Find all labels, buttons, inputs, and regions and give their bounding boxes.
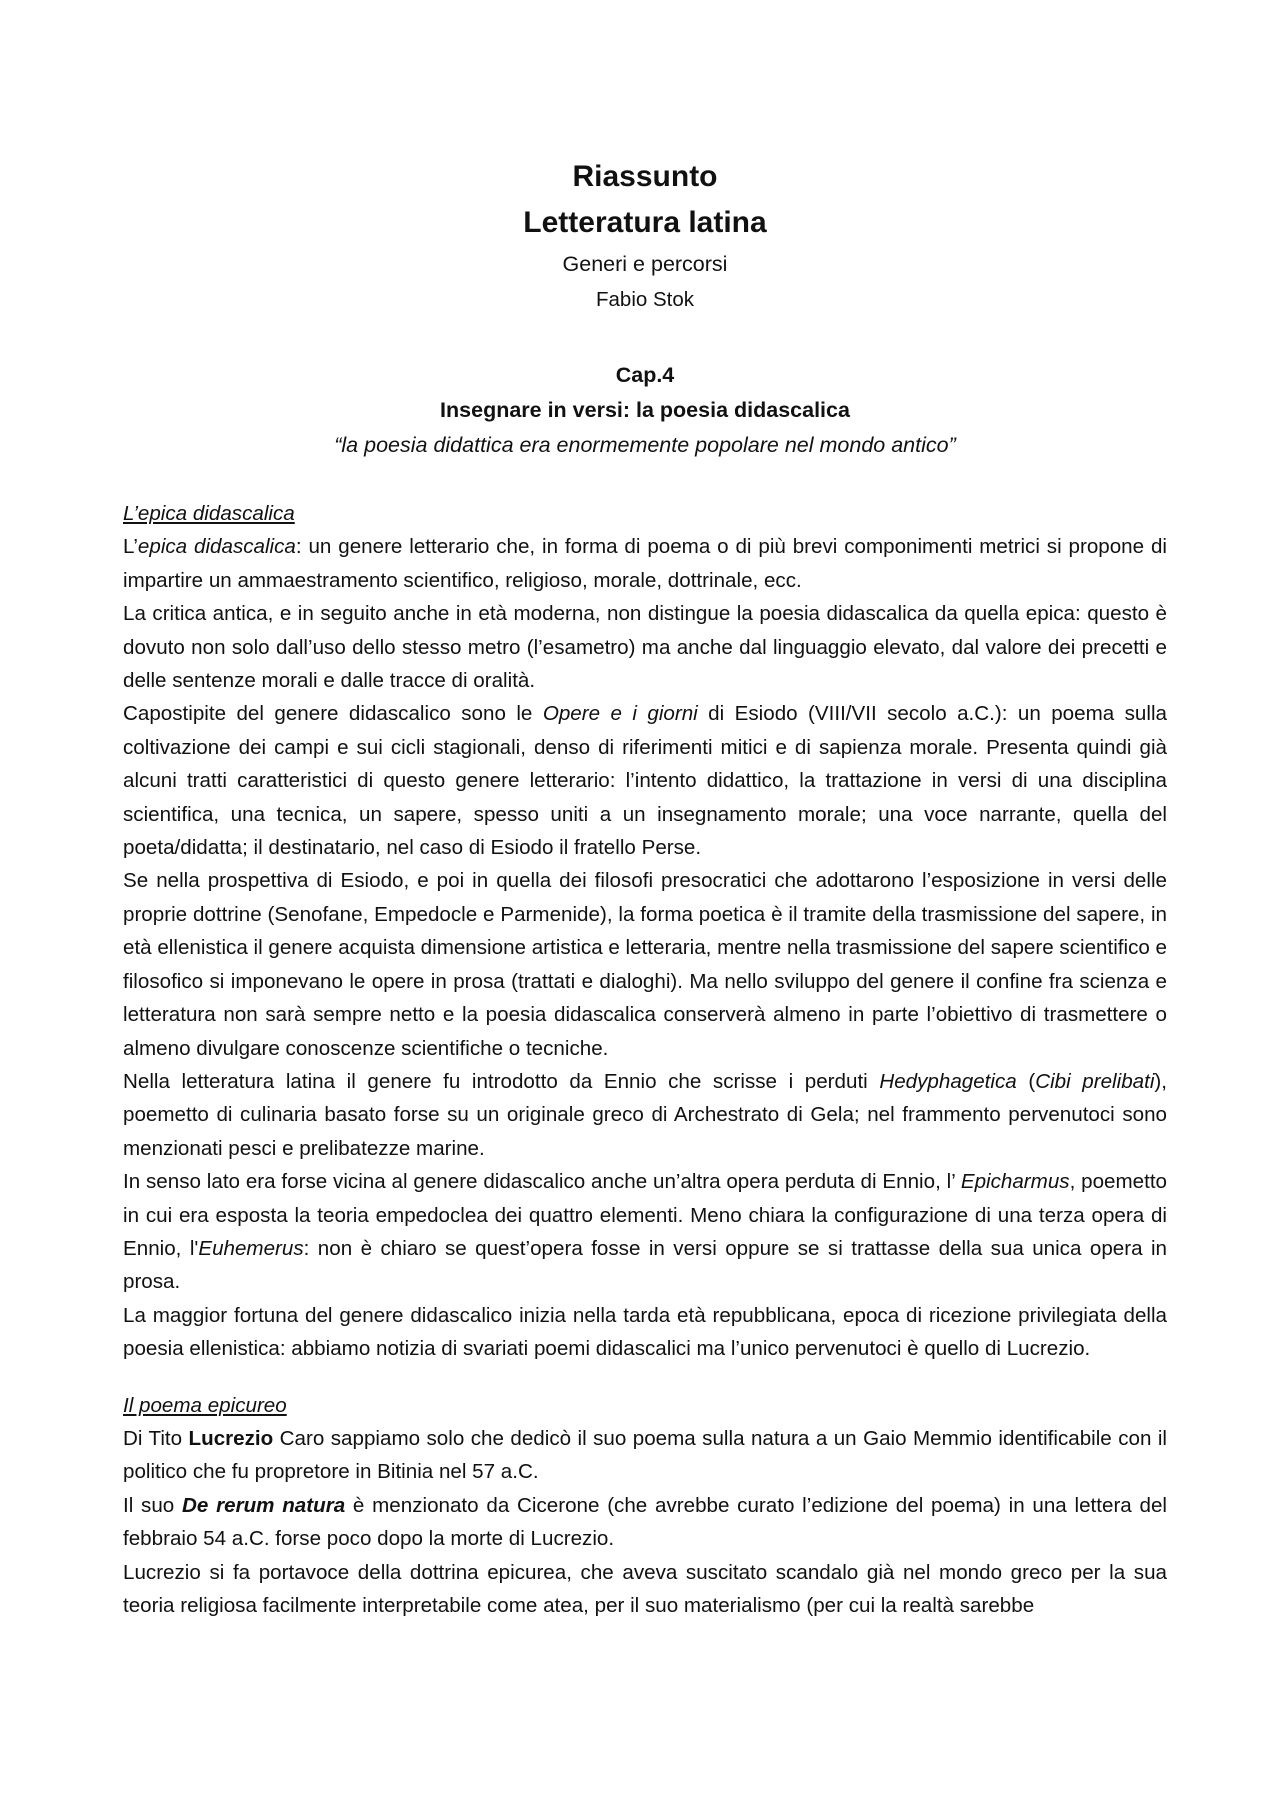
doc-title-letteratura: Letteratura latina [523, 206, 767, 239]
chapter-header [123, 358, 1167, 463]
italic-title: Hedyphagetica [879, 1069, 1017, 1093]
doc-subtitle: Generi e percorsi [562, 252, 728, 276]
paragraph [123, 1065, 1167, 1165]
paragraph [123, 530, 1167, 597]
text-run: è menzionato da Cicerone (che avrebbe curato l’edizione del poema) in una lettera del febbraio 54 a.C. forse poco dopo la morte di Lucrezio. [123, 1493, 1167, 1551]
document-body [123, 497, 1167, 1622]
chapter-quote: “la poesia didattica era enormemente popolare nel mondo antico” [334, 433, 956, 457]
doc-title-riassunto: Riassunto [572, 160, 718, 193]
text-run: : un genere letterario che, in forma di poema o di più brevi componimenti metrici si propone di impartire un ammaestramento scientifico, religioso, morale, dottrinale, ecc. [123, 535, 1167, 592]
text-run: Di Tito [123, 1426, 189, 1450]
italic-title: Cibi prelibati [1035, 1069, 1155, 1093]
text-run: ), poemetto di culinaria basato forse su un originale greco di Archestrato di Gela; nel frammento pervenutoci sono menzionati pesci e prelibatezze marine. [123, 1069, 1167, 1160]
paragraph: La critica antica, e in seguito anche in età moderna, non distingue la poesia didascalica da quella epica: questo è dovuto non solo dall’uso dello stesso metro (l’esametro) ma anche dal linguaggio elevato, dal valore dei precetti e delle sentenze morali e dalle tracce di oralità. [123, 602, 1167, 693]
section-heading-poema-epicureo: Il poema epicureo [123, 1393, 287, 1417]
work-title: De rerum natura [182, 1493, 346, 1517]
text-run: Capostipite del genere didascalico sono le [123, 702, 543, 726]
bold-name: Lucrezio [188, 1426, 274, 1450]
italic-title: Euhemerus [198, 1236, 304, 1260]
text-run: In senso lato era forse vicina al genere didascalico anche un’altra opera perduta di Ennio, l’ [123, 1170, 961, 1194]
paragraph [123, 1422, 1167, 1489]
text-run: Caro sappiamo solo che dedicò il suo poema sulla natura a un Gaio Memmio identificabile con il politico che fu propretore in Bitinia nel 57 a.C. [123, 1426, 1167, 1484]
italic-term: epica didascalica [137, 535, 296, 559]
italic-title: Epicharmus [960, 1170, 1070, 1194]
italic-title: Opere e i giorni [542, 702, 698, 726]
paragraph [123, 1165, 1167, 1299]
paragraph [123, 697, 1167, 864]
paragraph [123, 1489, 1167, 1556]
section-heading-epica: L’epica didascalica [123, 502, 295, 525]
paragraph: Lucrezio si fa portavoce della dottrina epicurea, che aveva suscitato scandalo già nel mondo greco per la sua teoria religiosa facilmente interpretabile come atea, per il suo materialismo (per cui la realtà sarebbe [123, 1560, 1167, 1617]
text-run: , poemetto in cui era esposta la teoria empedoclea dei quattro elementi. Meno chiara la configurazione di una terza opera di Ennio, l' [123, 1170, 1167, 1260]
doc-author: Fabio Stok [596, 288, 694, 311]
text-run: L’ [123, 535, 138, 559]
text-run: di Esiodo (VIII/VII secolo a.C.): un poema sulla coltivazione dei campi e sui cicli stagionali, denso di riferimenti mitici e di sapienza morale. Presenta quindi già alcuni tratti caratteristici di questo genere letterario: l’intento didattico, la trattazione in versi di una disciplina scientifica, una tecnica, un sapere, spesso uniti a un insegnamento morale; una voce narrante, quella del poeta/didatta; il destinatario, nel caso di Esiodo il fratello Perse. [123, 702, 1167, 860]
title-block [123, 0, 1167, 318]
chapter-title: Insegnare in versi: la poesia didascalica [440, 398, 850, 422]
section-spacer [123, 1366, 1167, 1389]
text-run: ( [1016, 1069, 1036, 1093]
chapter-number: Cap.4 [615, 363, 675, 387]
text-run: Nella letteratura latina il genere fu introdotto da Ennio che scrisse i perduti [123, 1069, 880, 1093]
text-run: Il suo [123, 1493, 183, 1517]
text-run: : non è chiaro se quest’opera fosse in versi oppure se si trattasse della sua unica opera in prosa. [123, 1236, 1167, 1294]
document-page [123, 0, 1167, 1622]
paragraph: La maggior fortuna del genere didascalico inizia nella tarda età repubblicana, epoca di ricezione privilegiata della poesia ellenistica: abbiamo notizia di svariati poemi didascalici ma l’unico pervenutoci è quello di Lucrezio. [123, 1303, 1167, 1361]
paragraph: Se nella prospettiva di Esiodo, e poi in quella dei filosofi presocratici che adottarono l’esposizione in versi delle proprie dottrine (Senofane, Empedocle e Parmenide), la forma poetica è il tramite della trasmissione del sapere, in età ellenistica il genere acquista dimensione artistica e letteraria, mentre nella trasmissione del sapere scientifico e filosofico si imponevano le opere in prosa (trattati e dialoghi). Ma nello sviluppo del genere il confine fra scienza e letteratura non sarà sempre netto e la poesia didascalica conserverà almeno in parte l’obiettivo di trasmettere o almeno divulgare conoscenze scientifiche o tecniche. [123, 869, 1167, 1060]
bold-italic-title [182, 1494, 345, 1517]
